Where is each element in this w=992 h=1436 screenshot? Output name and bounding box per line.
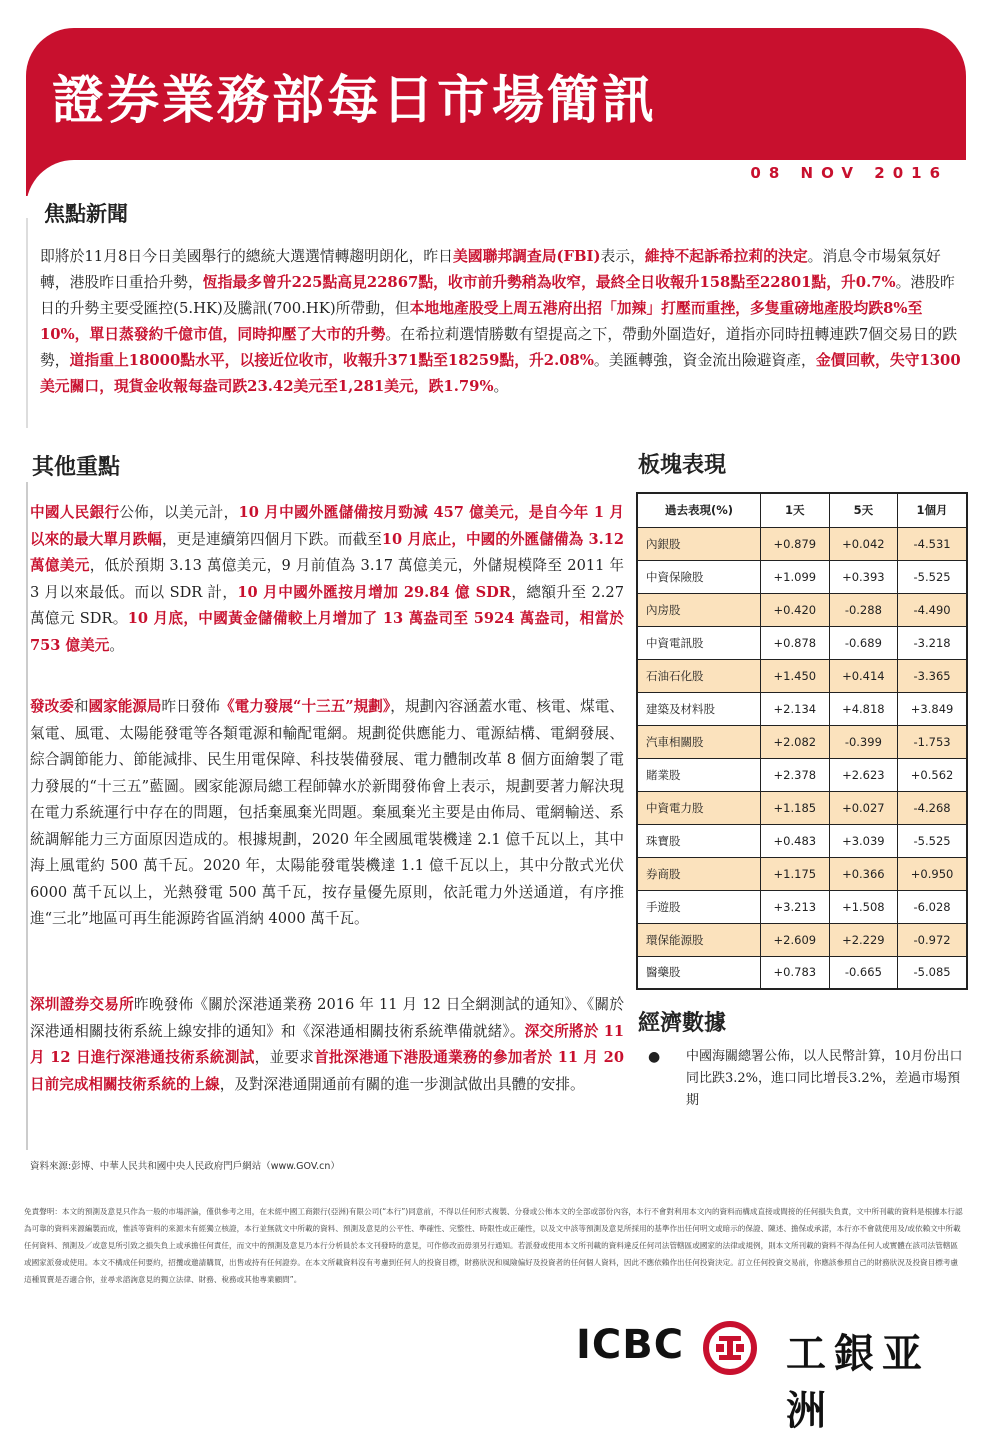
- sector-name-cell: 內銀股: [637, 527, 761, 560]
- highlight-text: 中國人民銀行: [30, 504, 120, 521]
- left-rule: [26, 482, 28, 1150]
- sector-name-cell: 內房股: [637, 593, 761, 626]
- table-row: [637, 956, 967, 989]
- body-text: 公佈，以美元計，: [119, 504, 239, 521]
- body-text: ，總額升至 2.27 萬億元 SDR。: [30, 583, 625, 627]
- highlight-text: 深圳證券交易所: [30, 996, 134, 1013]
- body-text: 即將於11月8日今日美國舉行的總統大選選情轉趨明朗化，昨日: [40, 248, 453, 265]
- table-row: [637, 593, 967, 626]
- body-text: ，低於預期 3.13 萬億美元，9 月前值為 3.17 萬億美元，外儲規模降至 2011 年 3 月以來最低。而以 SDR 計，: [30, 557, 624, 601]
- return-1d-cell: +1.450: [761, 659, 830, 692]
- highlight-text: 維持不起訴希拉莉的決定: [644, 248, 808, 265]
- return-1m-cell: -6.028: [898, 890, 967, 923]
- highlight-text: 10 月中國外匯儲備按月勁減 457 億美元，是自今年 1 月以來的最大單月跌幅: [30, 504, 624, 548]
- return-5d-cell: +2.229: [829, 923, 898, 956]
- economic-data-title: 經濟數據: [638, 1011, 727, 1036]
- header-5d: 5天: [829, 493, 898, 527]
- return-1m-cell: -5.085: [898, 956, 967, 989]
- return-1m-cell: -5.525: [898, 560, 967, 593]
- sector-name-cell: 中資保險股: [637, 560, 761, 593]
- return-5d-cell: +0.042: [829, 527, 898, 560]
- sector-name-cell: 石油石化股: [637, 659, 761, 692]
- body-text: 。消息令市場氣氛好轉，港股昨日重拾升勢，: [40, 248, 941, 291]
- return-1m-cell: +0.950: [898, 857, 967, 890]
- return-5d-cell: -0.399: [829, 725, 898, 758]
- sector-name-cell: 醫藥股: [637, 956, 761, 989]
- sector-name-cell: 環保能源股: [637, 923, 761, 956]
- table-row: [637, 659, 967, 692]
- disclaimer: 免責聲明：本文的預測及意見只作為一般的市場評論，僅供參考之用，在未經中國工商銀行(亞洲)有限公司(“本行”)同意前，不得以任何形式複製、分發或公佈本文的全部或部份內容，本行不會對利用本文內的資料而構成直接或間接的任何損失負責，文中所刊載的資料是根據本行認為可靠的資料來源編製而成，惟該等資料的來源未有經獨立核證，本行並無就文中所載的資料、預測及意見的公平性、準確性、完整性、時限性或正確性，以及文中該等預測及意見所採用的基準作出任何明文或暗示的保證、陳述、擔保或承諾，本行亦不會就使用及/或依賴文中所載任何資料、預測及／或意見所引致之損失負上或承擔任何責任，而文中的預測及意見乃本行分析員於本文刊發時的意見，可作修改而毋須另行通知。若派發或使用本文所刊載的資料違反任何司法管轄區或國家的法律或規例，則本文所刊載的資料不得為任何人或實體在該司法管轄區或國家派發或使用。本文不構成任何要約，招攬或邀請購買，出售或持有任何證券。在本文所載資料沒有考慮到任何人的投資目標，財務狀況和風險偏好及投資者的任何個人資料，因此不應依賴作出任何投資決定。訂立任何投資交易前，你應該參照自己的財務狀況及投資目標考慮這種買賣是否適合你，並尋求諮詢意見的獨立法律、財務、稅務或其他專業顧問”。: [24, 1207, 963, 1284]
- return-5d-cell: -0.665: [829, 956, 898, 989]
- body-text: 昨晚發佈《關於深港通業務 2016 年 11 月 12 日全網測試的通知》、《關於深港通相關技術系統上線安排的通知》和《深港通相關技術系統準備就緒》。: [30, 996, 624, 1040]
- return-1d-cell: +0.879: [761, 527, 830, 560]
- body-text: 。港股昨日的升勢主要受匯控(5.HK)及騰訊(700.HK)所帶動，但: [40, 274, 955, 317]
- page-title: 證券業務部每日市場簡訊: [52, 71, 658, 131]
- return-1m-cell: -4.531: [898, 527, 967, 560]
- data-source: 資料來源:彭博、中華人民共和國中央人民政府門戶網站（www.GOV.cn）: [30, 1161, 340, 1172]
- return-5d-cell: +4.818: [829, 692, 898, 725]
- highlight-text: 恆指最多曾升225點高見22867點，收市前升勢稍為收窄，最終全日收報升158點至22801點，升0.7%: [202, 274, 896, 291]
- table-row: [637, 560, 967, 593]
- highlight-text: 發改委: [30, 698, 74, 715]
- table-row: [637, 890, 967, 923]
- return-5d-cell: +0.027: [829, 791, 898, 824]
- highlight-paragraph-pboc: [30, 500, 624, 659]
- highlight-text: 10 月底，中國黃金儲備較上月增加了 13 萬盎司至 5924 萬盎司，相當於 753 億美元: [30, 610, 624, 654]
- return-1m-cell: -3.365: [898, 659, 967, 692]
- return-1d-cell: +2.134: [761, 692, 830, 725]
- highlight-text: 金價回軟，失守1300美元關口，現貨金收報每盎司跌23.42美元至1,281美元，跌1.79%: [40, 352, 961, 395]
- highlight-text: 10 月底止，中國的外匯儲備為 3.12 萬億美元: [30, 530, 624, 574]
- highlight-text: 《電力發展“十三五”規劃》: [219, 698, 391, 715]
- highlight-paragraph-power-plan: [30, 694, 624, 933]
- logo-chinese: 工銀亚洲: [786, 1331, 930, 1434]
- table-header-row: [637, 493, 967, 527]
- focus-news-title: 焦點新聞: [44, 202, 128, 226]
- sector-name-cell: 手遊股: [637, 890, 761, 923]
- report-date: 08 NOV 2016: [750, 164, 948, 182]
- focus-rule: [26, 218, 28, 428]
- return-1m-cell: -5.525: [898, 824, 967, 857]
- header-1m: 1個月: [898, 493, 967, 527]
- body-text: ，規劃內容涵蓋水電、核電、煤電、氣電、風電、太陽能發電等各類電源和輸配電網。規劃從供應能力、電源結構、電網發展、綜合調節能力、節能減排、民生用電保障、科技裝備發展、電力體制改革 8 個方面繪製了電力發展的“十三五”藍圖。國家能源局總工程師韓水於新聞發佈會上表示，規劃要著力解決現在電力系統運行中存在的問題，包括棄風棄光問題。棄風棄光主要是由佈局、電網輸送、系統調解能力三方面原因造成的。根據規劃，2020 年全國風電裝機達 2.1 億千瓦以上，其中海上風電約 500 萬千瓦。2020 年，太陽能發電裝機達 1.1 億千瓦以上，其中分散式光伏 6000 萬千瓦以上，光熱發電 500 萬千瓦，按存量優先原則，依託電力外送通道，有序推進“三北”地區可再生能源跨省區消納 4000 萬千瓦。: [30, 698, 624, 927]
- return-1m-cell: -0.972: [898, 923, 967, 956]
- bullet-icon: ●: [648, 1049, 661, 1065]
- return-1m-cell: -4.490: [898, 593, 967, 626]
- return-1d-cell: +1.185: [761, 791, 830, 824]
- return-1d-cell: +1.175: [761, 857, 830, 890]
- return-5d-cell: +0.393: [829, 560, 898, 593]
- highlight-text: 本地地產股受上周五港府出招「加辣」打壓而重挫，多隻重磅地產股均跌8%至10%，單日蒸發約千億市值，同時抑壓了大市的升勢: [40, 300, 923, 343]
- body-text: 。: [109, 636, 124, 654]
- return-1m-cell: -1.753: [898, 725, 967, 758]
- header-period: 過去表現(%): [637, 493, 761, 527]
- return-5d-cell: +0.366: [829, 857, 898, 890]
- return-1m-cell: -4.268: [898, 791, 967, 824]
- body-text: 和: [73, 698, 89, 715]
- sector-name-cell: 券商股: [637, 857, 761, 890]
- economic-data-text: 中國海關總署公佈，以人民幣計算，10月份出口同比跌3.2%，進口同比增長3.2%，差過市場預期: [686, 1049, 963, 1108]
- return-1m-cell: -3.218: [898, 626, 967, 659]
- header-1d: 1天: [761, 493, 830, 527]
- return-1d-cell: +0.878: [761, 626, 830, 659]
- sector-performance-title: 板塊表現: [638, 453, 727, 478]
- body-text: 表示，: [600, 248, 645, 265]
- sector-performance-table: [636, 492, 968, 990]
- table-row: [637, 791, 967, 824]
- focus-news-body: [40, 244, 962, 400]
- return-1m-cell: +3.849: [898, 692, 967, 725]
- return-5d-cell: -0.288: [829, 593, 898, 626]
- sector-name-cell: 賭業股: [637, 758, 761, 791]
- highlight-text: 首批深港通下港股通業務的參加者於 11 月 20 日前完成相關技術系統的上線: [30, 1049, 624, 1093]
- return-1d-cell: +2.609: [761, 923, 830, 956]
- return-5d-cell: +0.414: [829, 659, 898, 692]
- sector-name-cell: 建築及材料股: [637, 692, 761, 725]
- other-highlights-title: 其他重點: [32, 455, 121, 480]
- sector-name-cell: 中資電力股: [637, 791, 761, 824]
- table-row: [637, 923, 967, 956]
- table-row: [637, 527, 967, 560]
- table-row: [637, 857, 967, 890]
- table-row: [637, 758, 967, 791]
- body-text: 。在希拉莉選情勝數有望提高之下，帶動外圍造好，道指亦同時扭轉連跌7個交易日的跌勢，: [40, 326, 958, 369]
- body-text: ，更是連續第四個月下跌。而截至: [161, 530, 382, 548]
- return-1d-cell: +0.483: [761, 824, 830, 857]
- return-1d-cell: +1.099: [761, 560, 830, 593]
- return-1d-cell: +3.213: [761, 890, 830, 923]
- body-text: ，及對深港通開通前有關的進一步測試做出具體的安排。: [219, 1075, 585, 1093]
- body-text: 。美匯轉強，資金流出險避資產，: [593, 352, 816, 369]
- highlight-text: 10 月中國外匯按月增加 29.84 億 SDR: [237, 583, 511, 601]
- return-5d-cell: +3.039: [829, 824, 898, 857]
- body-text: ，並要求: [254, 1049, 315, 1066]
- body-text: 。: [493, 378, 509, 395]
- logo-english: ICBC: [576, 1322, 685, 1368]
- highlight-text: 美國聯邦調查局(FBI): [452, 248, 601, 265]
- highlight-text: 深交所將於 11 月 12 日進行深港通技術系統測試: [30, 1022, 625, 1066]
- highlight-text: 道指重上18000點水平，以接近位收市，收報升371點至18259點，升2.08%: [69, 352, 594, 369]
- sector-name-cell: 汽車相關股: [637, 725, 761, 758]
- return-1m-cell: +0.562: [898, 758, 967, 791]
- sector-name-cell: 珠寶股: [637, 824, 761, 857]
- return-1d-cell: +2.378: [761, 758, 830, 791]
- highlight-text: 國家能源局: [88, 698, 162, 715]
- return-1d-cell: +0.420: [761, 593, 830, 626]
- body-text: 昨日發佈: [161, 698, 220, 715]
- return-5d-cell: +2.623: [829, 758, 898, 791]
- icbc-logo: [576, 1318, 966, 1434]
- highlight-paragraph-szse: [30, 992, 624, 1098]
- return-1d-cell: +0.783: [761, 956, 830, 989]
- return-5d-cell: +1.508: [829, 890, 898, 923]
- table-row: [637, 692, 967, 725]
- economic-data-item: [648, 1046, 968, 1112]
- return-1d-cell: +2.082: [761, 725, 830, 758]
- table-row: [637, 626, 967, 659]
- sector-name-cell: 中資電訊股: [637, 626, 761, 659]
- icbc-emblem-icon: [700, 1318, 760, 1378]
- table-row: [637, 725, 967, 758]
- table-row: [637, 824, 967, 857]
- return-5d-cell: -0.689: [829, 626, 898, 659]
